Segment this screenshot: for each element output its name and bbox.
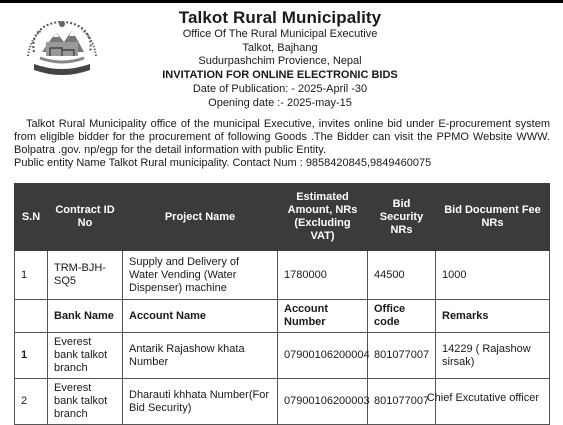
table-cell: Everest bank talkot branch [48,379,123,425]
notice-paragraph: Talkot Rural Municipality office of the municipal Executive, invites online bid under E-procurement system from eligible bidder for the procurement of following Goods .The Bidder can visit the PPMO Website WWW. Bolpatra .gov. np/egp for the detail information with public Entity. [14,118,550,156]
office-line: Office Of The Rural Municipal Executive [182,28,378,40]
table-row [15,333,550,379]
table-cell: Supply and Delivery of Water Vending (Water Dispenser) machine [123,251,278,300]
header-cell: Project Name [123,184,278,251]
table-cell: Remarks [436,300,550,333]
top-border [0,0,563,3]
municipality-emblem [20,12,104,84]
municipality-title: Talkot Rural Municipality [178,8,382,27]
publication-date: Date of Publication: - 2025-April -30 [192,83,368,95]
bank-header-row [15,300,550,333]
header-cell: Bid Document Fee NRs [436,184,550,251]
table-cell [15,300,48,333]
table-cell: 07900106200004 [278,333,368,379]
bid-table [14,183,550,425]
header-cell: Bid Security NRs [368,184,436,251]
header-cell: S.N [15,184,48,251]
table-cell: 801077007 [368,379,436,425]
table-cell: 2 [15,379,48,425]
table-cell: TRM-BJH-SQ5 [48,251,123,300]
table-cell: Office code [368,300,436,333]
opening-date: Opening date :- 2025-may-15 [208,97,352,109]
location-line: Talkot, Bajhang [242,41,318,54]
contact-line: Public entity Name Talkot Rural municipality. Contact Num : 9858420845,9849460075 [14,157,432,169]
table-cell: Account Number [278,300,368,333]
table-header-row [15,184,550,251]
table-cell: 14229 ( Rajashow sirsak) [436,333,550,379]
notice-heading: INVITATION FOR ONLINE ELECTRONIC BIDS [162,69,398,81]
header-cell: Contract ID No [48,184,123,251]
table-cell: 07900106200003 [278,379,368,425]
table-cell: Bank Name [48,300,123,333]
signature-line: Chief Excutative officer [426,392,539,404]
table-cell: 1780000 [278,251,368,300]
table-cell: 1 [15,251,48,300]
table-cell: 44500 [368,251,436,300]
table-cell: Everest bank talkot branch [48,333,123,379]
table-cell: 1000 [436,251,550,300]
table-cell: Dharauti khhata Number(For Bid Security) [123,379,278,425]
table-cell: Account Name [123,300,278,333]
header-cell: Estimated Amount, NRs (Excluding VAT) [278,184,368,251]
province-line: Sudurpashchim Provience, Nepal [198,55,362,67]
table-cell: Antarik Rajashow khata Number [123,333,278,379]
notice-body [14,118,550,170]
table-cell: 801077007 [368,333,436,379]
table-row [15,251,550,300]
table-cell: 1 [15,333,48,379]
